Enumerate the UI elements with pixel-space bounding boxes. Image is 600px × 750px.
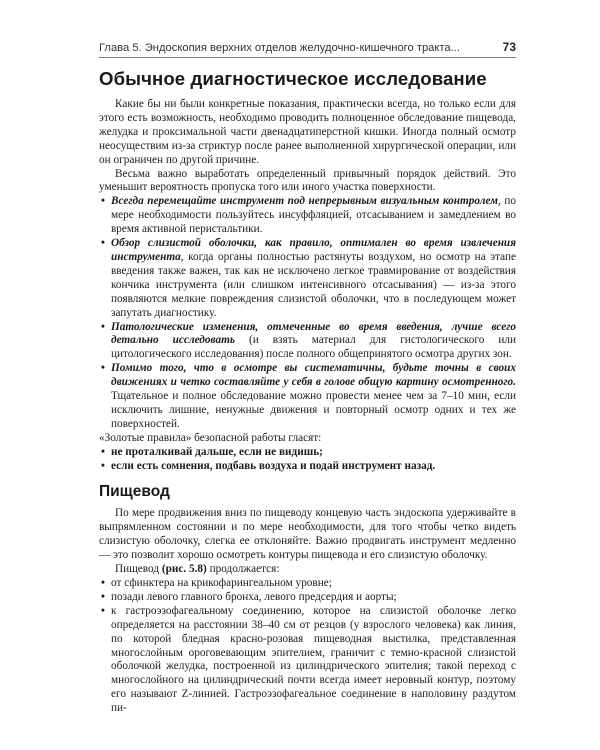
list-item: • Всегда перемещайте инструмент под непрерывным визуальным контролем, по мере необходимости пользуйтесь инсуффляцией, отсасыванием и замедлением во время активной перистальтики.	[99, 195, 516, 237]
paragraph-advance: По мере продвижения вниз по пищеводу концевую часть эндоскопа удерживайте в выпрямленном состоянии и по мере необходимости, для того чтобы четко видеть слизистую оболочку, слегка ее отклоняйте. Важно продвигать инструмент медленно — это позволит хорошо осмотреть контуры пищевода и его слизистую оболочку.	[99, 507, 516, 562]
paragraph-course: Пищевод (рис. 5.8) продолжается:	[115, 563, 280, 576]
page-number: 73	[502, 40, 516, 54]
golden-rules-list	[99, 446, 516, 474]
list-item: • позади левого главного бронха, левого предсердия и аорты;	[99, 591, 516, 605]
figure-reference: (рис. 5.8)	[161, 563, 207, 576]
list-item: • к гастроэзофагеальному соединению, которое на слизистой оболочке легко определяется на расстоянии 38–40 см от резцов (у взрослого человека) как линия, по которой бледная красно-розовая пищеводная выстилка, представленная многослойным ороговевающим эпителием, граничит с темно-красной слизистой оболочкой желудка, построенной из цилиндрического эпителия; такой переход с многослойного на цилиндрический почти всегда имеет неровный контур, поэтому его называют Z-линией. Гастроэзофагеальное соединение в наполовину раздутом пи-	[99, 605, 516, 716]
list-item: • если есть сомнения, подбавь воздуха и подай инструмент назад.	[99, 460, 516, 474]
paragraph-indications: Какие бы ни были конкретные показания, практически всегда, но только если для этого есть возможность, необходимо проводить полноценное обследование пищевода, желудка и проксимальной части двенадцатиперстной кишки. Иногда полный осмотр неосуществим из-за стриктур после ранее выполненной хирургической операции, или он ограничен по другой причине.	[99, 98, 516, 166]
list-item: • Помимо того, что в осмотре вы систематичны, будьте точны в своих движениях и четко составляйте у себя в голове общую картину осмотренного. Тщательное и полное обследование можно провести менее чем за 7–10 мин, если исключить лишние, ненужные движения и повторный осмотр одних и тех же поверхностей.	[99, 362, 516, 432]
list-item: • Патологические изменения, отмеченные во время введения, лучше всего детально исследовать (и взять материал для гистологического или цитологического исследования) после полного общепринятого осмотра других зон.	[99, 321, 516, 363]
golden-rules-intro: «Золотые правила» безопасной работы гласят:	[99, 431, 322, 444]
paragraph-routine: Весьма важно выработать определенный привычный порядок действий. Это уменьшит вероятность пропуска того или иного участка поверхности.	[99, 167, 516, 194]
list-item: • не проталкивай дальше, если не видишь;	[99, 446, 516, 460]
section-heading-esophagus: Пищевод	[99, 483, 170, 501]
running-header	[99, 40, 516, 58]
technique-list	[99, 195, 516, 431]
list-item: • от сфинктера на крикофарингеальном уровне;	[99, 577, 516, 591]
esophagus-course-list	[99, 577, 516, 716]
chapter-title: Глава 5. Эндоскопия верхних отделов желудочно-кишечного тракта...	[99, 42, 460, 54]
list-item: • Обзор слизистой оболочки, как правило, оптимален во время извлечения инструмента, когда органы полностью растянуты воздухом, но осмотр на этапе введения также важен, так как не исключено легкое травмирование от воздействия кончика инструмента (или слишком интенсивного отсасывания) — из-за этого появляются мелкие повреждения слизистой оболочки, что в последующем может запутать диагностику.	[99, 237, 516, 320]
section-heading-diagnostic: Обычное диагностическое исследование	[99, 68, 487, 89]
